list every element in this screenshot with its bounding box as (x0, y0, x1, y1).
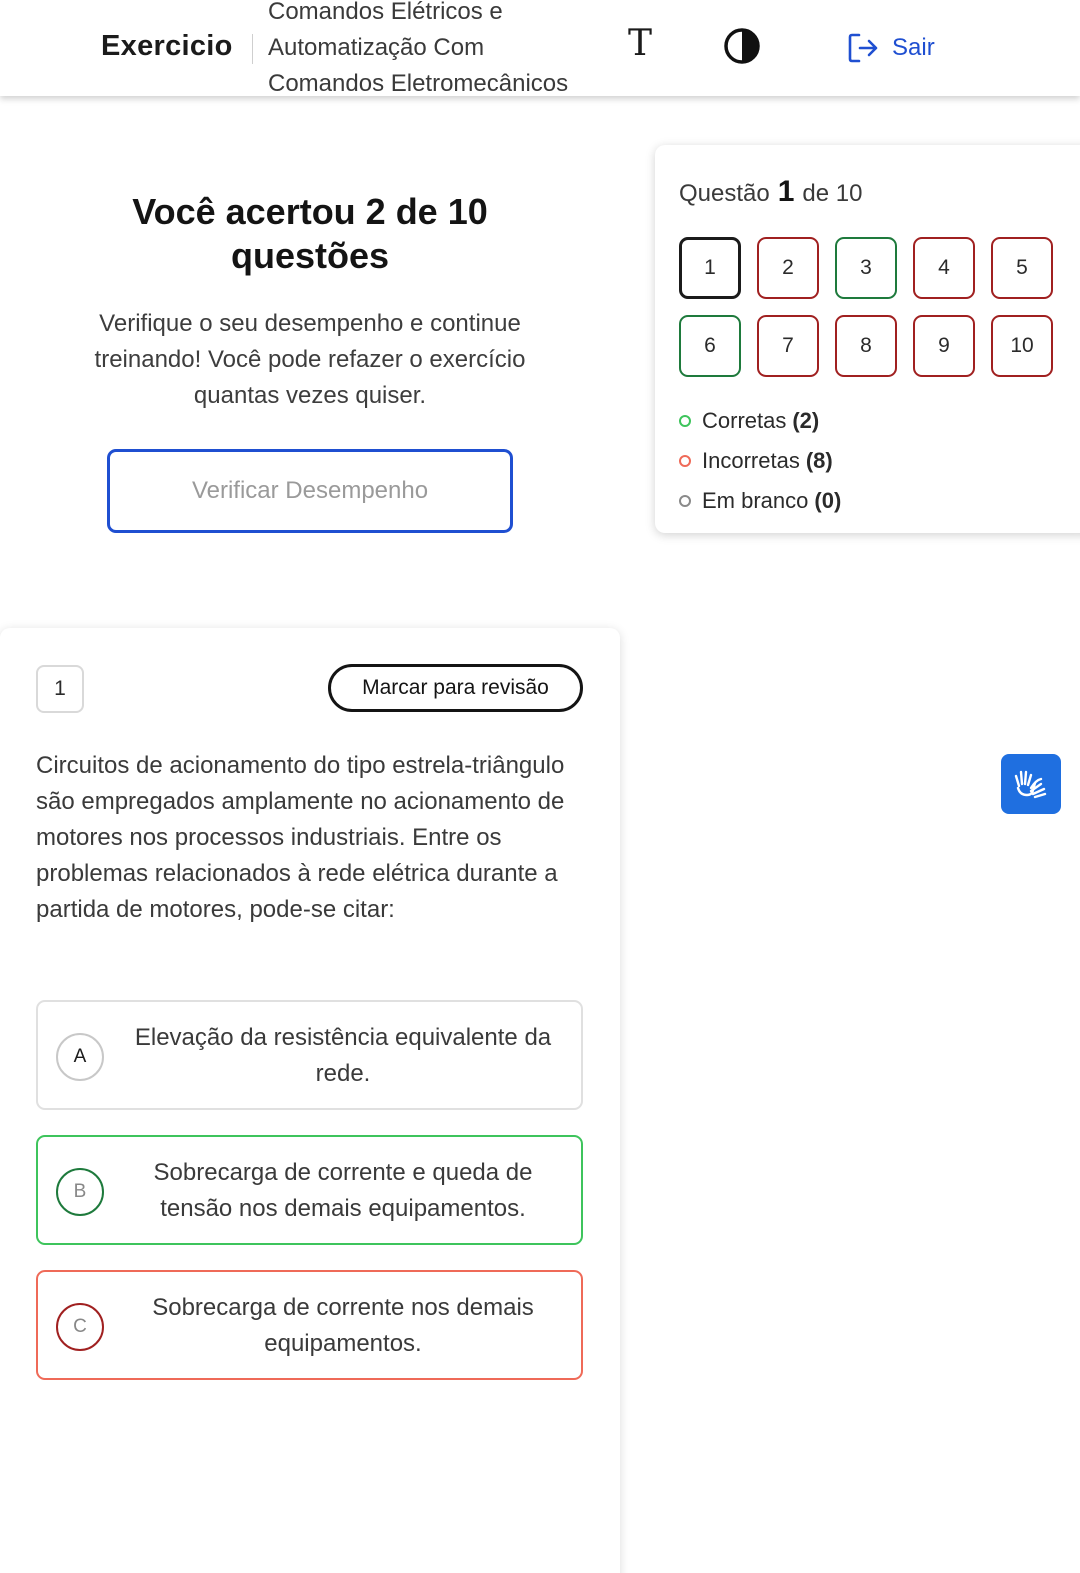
question-nav-button[interactable]: 2 (757, 237, 819, 299)
logout-icon (846, 31, 880, 65)
course-title: Comandos Elétricos e Automatização Com Comandos Eletromecânicos (268, 0, 569, 97)
legend-label: Incorretas (702, 448, 800, 473)
question-nav-button[interactable]: 10 (991, 315, 1053, 377)
counter-current: 1 (777, 175, 795, 208)
wrong-dot-icon (679, 455, 691, 467)
answer-option-b[interactable] (36, 1135, 583, 1245)
legend-wrong (679, 441, 841, 481)
question-nav-button[interactable]: 7 (757, 315, 819, 377)
question-nav-button[interactable]: 1 (679, 237, 741, 299)
question-nav-button[interactable]: 3 (835, 237, 897, 299)
legend-count: (8) (805, 448, 833, 473)
option-text: Sobrecarga de corrente nos demais equipamentos. (152, 1294, 534, 1357)
mark-for-review-button[interactable]: Marcar para revisão (328, 664, 583, 712)
question-nav-button[interactable]: 5 (991, 237, 1053, 299)
contrast-icon[interactable] (723, 27, 761, 65)
answer-option-c[interactable] (36, 1270, 583, 1380)
legend-count: (2) (792, 408, 820, 433)
question-navigator (655, 145, 1080, 533)
question-nav-button[interactable]: 8 (835, 315, 897, 377)
result-title: Você acertou 2 de 10 questões (132, 191, 488, 276)
legend-correct (679, 401, 841, 441)
question-number-badge: 1 (36, 665, 84, 713)
counter-suffix: de 10 (802, 180, 863, 207)
logout-label: Sair (892, 34, 935, 61)
legend-label: Em branco (702, 488, 809, 513)
question-text: Circuitos de acionamento do tipo estrela-triângulo são empregados amplamente no acionamento de motores nos processos industriais. Entre os problemas relacionados à rede elétrica durante a partida de motores, pode-se citar: (36, 752, 565, 923)
option-text: Elevação da resistência equivalente da rede. (134, 1024, 552, 1087)
question-grid (679, 237, 1053, 377)
verify-performance-button[interactable]: Verificar Desempenho (107, 449, 513, 533)
counter-prefix: Questão (679, 180, 770, 207)
option-letter: A (56, 1033, 104, 1081)
question-nav-button[interactable]: 9 (913, 315, 975, 377)
text-size-icon[interactable]: T (627, 23, 652, 64)
question-nav-button[interactable]: 4 (913, 237, 975, 299)
legend-count: (0) (814, 488, 842, 513)
logout-button[interactable] (846, 30, 935, 66)
sign-language-icon (1011, 764, 1051, 804)
option-text: Sobrecarga de corrente e queda de tensão nos demais equipamentos. (153, 1159, 533, 1222)
correct-dot-icon (679, 415, 691, 427)
top-header (0, 0, 1080, 96)
question-nav-button[interactable]: 6 (679, 315, 741, 377)
legend-blank (679, 481, 841, 521)
answer-option-a[interactable] (36, 1000, 583, 1110)
header-divider (252, 34, 253, 64)
option-letter: C (56, 1303, 104, 1351)
question-counter (679, 175, 862, 209)
brand-title: Exercicio (101, 30, 233, 62)
option-letter: B (56, 1168, 104, 1216)
question-card (0, 628, 620, 1573)
sign-language-button[interactable] (1001, 754, 1061, 814)
blank-dot-icon (679, 495, 691, 507)
status-legend (679, 401, 841, 521)
legend-label: Corretas (702, 408, 787, 433)
result-description: Verifique o seu desempenho e continue treinando! Você pode refazer o exercício quantas vezes quiser. (94, 310, 526, 409)
